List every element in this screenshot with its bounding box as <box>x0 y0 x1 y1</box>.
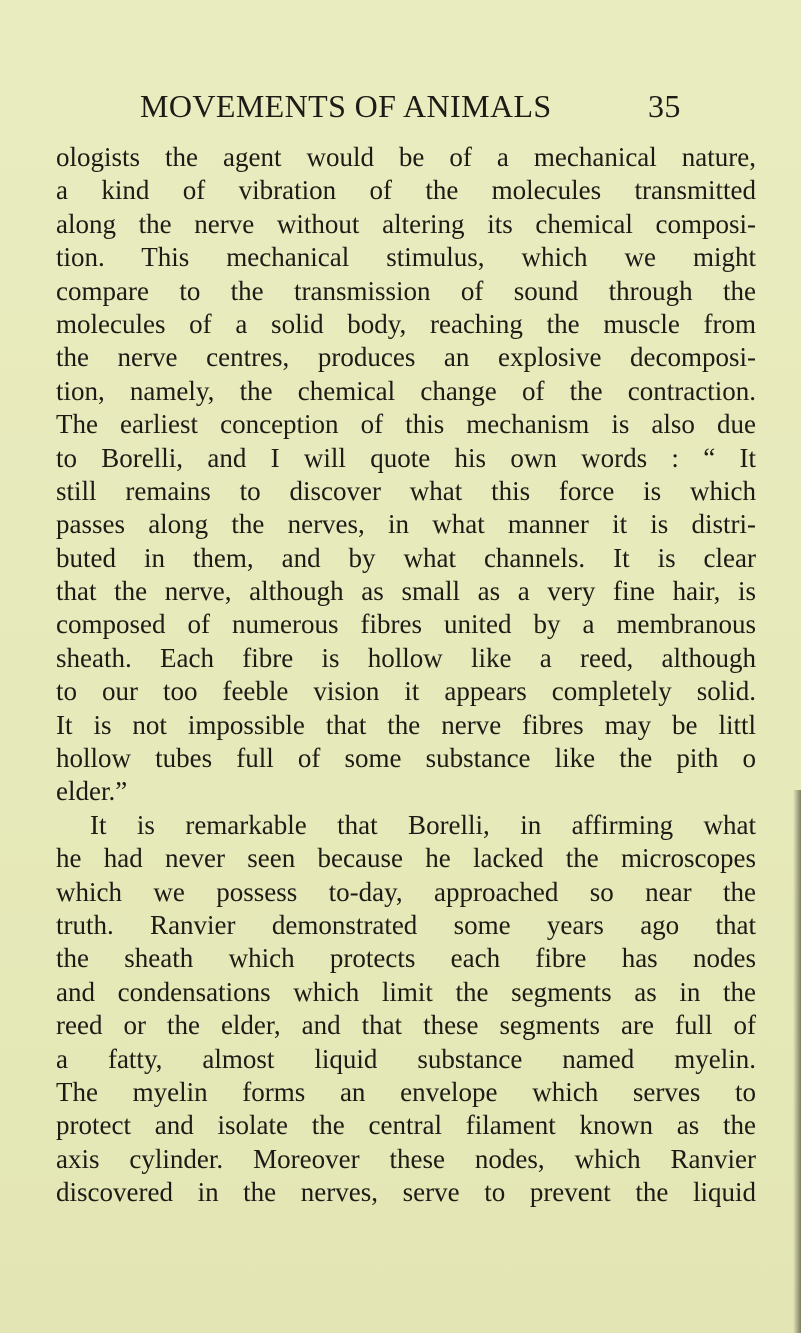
text-line: a kind of vibration of the molecules transmitted <box>56 175 756 206</box>
text-line: hollow tubes full of some substance like the pith o <box>56 743 756 774</box>
text-line: The earliest conception of this mechanism is also due <box>56 409 756 440</box>
text-line: composed of numerous fibres united by a membranous <box>56 609 756 640</box>
text-line: reed or the elder, and that these segments are full of <box>56 1010 756 1041</box>
text-line: and condensations which limit the segments as in the <box>56 976 756 1007</box>
text-line: buted in them, and by what channels. It is clear <box>56 542 756 573</box>
body-text <box>56 141 756 1210</box>
text-line: protect and isolate the central filament known as the <box>56 1110 756 1141</box>
paragraph <box>56 141 756 809</box>
text-line: the sheath which protects each fibre has nodes <box>56 943 756 974</box>
text-line: axis cylinder. Moreover these nodes, which Ranvier <box>56 1143 756 1174</box>
text-line: along the nerve without altering its chemical composi- <box>56 208 756 239</box>
text-line: to our too feeble vision it appears completely solid. <box>56 676 756 707</box>
running-head: MOVEMENTS OF ANIMALS <box>140 88 552 124</box>
page-number: 35 <box>648 88 681 124</box>
text-line: tion. This mechanical stimulus, which we might <box>56 242 756 273</box>
text-line: The myelin forms an envelope which serves to <box>56 1076 756 1107</box>
text-line: discovered in the nerves, serve to prevent the liquid <box>56 1177 756 1208</box>
text-line: truth. Ranvier demonstrated some years ago that <box>56 909 756 940</box>
text-line: a fatty, almost liquid substance named myelin. <box>56 1043 756 1074</box>
page-header <box>140 88 700 136</box>
paragraph <box>56 809 756 1210</box>
text-line: compare to the transmission of sound through the <box>56 275 756 306</box>
text-line: molecules of a solid body, reaching the muscle from <box>56 308 756 339</box>
text-line: It is not impossible that the nerve fibres may be littl <box>56 709 756 740</box>
text-line: ologists the agent would be of a mechanical nature, <box>56 142 756 172</box>
text-line: still remains to discover what this force is which <box>56 475 756 506</box>
text-line: he had never seen because he lacked the microscopes <box>56 843 756 874</box>
text-line: passes along the nerves, in what manner it is distri- <box>56 509 756 540</box>
text-line: which we possess to-day, approached so near the <box>56 876 756 907</box>
text-line: the nerve centres, produces an explosive decomposi- <box>56 342 756 373</box>
text-line: sheath. Each fibre is hollow like a reed, although <box>56 642 756 673</box>
page-edge-shadow <box>793 790 801 1333</box>
text-line: tion, namely, the chemical change of the contraction. <box>56 375 756 406</box>
text-line: to Borelli, and I will quote his own words : “ It <box>56 442 756 473</box>
text-line: It is remarkable that Borelli, in affirming what <box>90 809 756 840</box>
text-line: that the nerve, although as small as a very fine hair, is <box>56 576 756 607</box>
text-line: elder.” <box>56 776 128 807</box>
